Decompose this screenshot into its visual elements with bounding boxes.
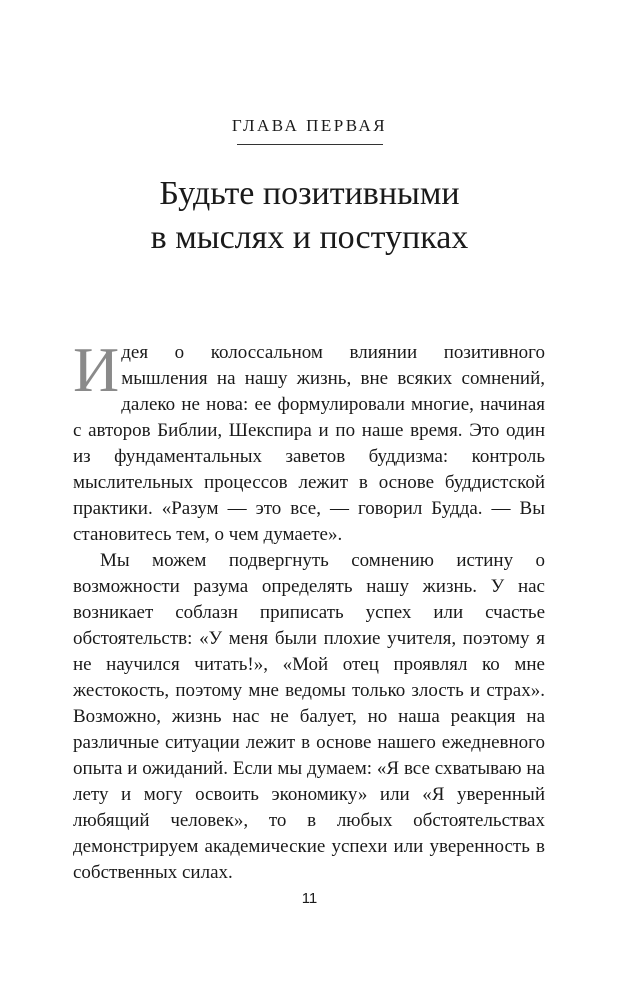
paragraph-2: Мы можем подвергнуть сомнению истину о возможности разума определять нашу жизнь. У нас возникает соблазн приписать успех или счастье обстоятельств: «У меня были плохие учителя, поэтому я не научился читать!», «Мой отец проявлял ко мне жестокость, поэтому мне ведомы только злость и страх». Возможно, жизнь нас не балует, но наша реакция на различные ситуации лежит в основе нашего ежедневного опыта и ожиданий. Если мы думаем: «Я все схватываю на лету и могу освоить экономику» или «Я уверенный любящий человек», то в любых обстоятельствах демонстрируем академические успехи или уверенность в собственных силах. [73, 550, 545, 883]
chapter-title-line-1: Будьте позитивными [159, 175, 460, 212]
body-text [73, 334, 545, 886]
chapter-title [0, 172, 619, 260]
page-number: 11 [301, 890, 318, 907]
chapter-divider [237, 144, 383, 145]
drop-cap: И [73, 334, 120, 405]
paragraph-1-text: дея о колоссальном влиянии позитивного мышления на нашу жизнь, вне всяких сомнений, далеко не нова: ее формулировали многие, начиная с авторов Библии, Шекспира и по наше время. Это один из фундаментальных заветов буддизма: контроль мыслительных процессов лежит в основе буддистской практики. «Разум — это все, — говорил Будда. — Вы становитесь тем, о чем думаете». [73, 342, 545, 545]
paragraph-1 [73, 334, 545, 548]
chapter-title-line-2: в мыслях и поступках [150, 219, 469, 256]
chapter-label: ГЛАВА ПЕРВАЯ [231, 116, 388, 135]
